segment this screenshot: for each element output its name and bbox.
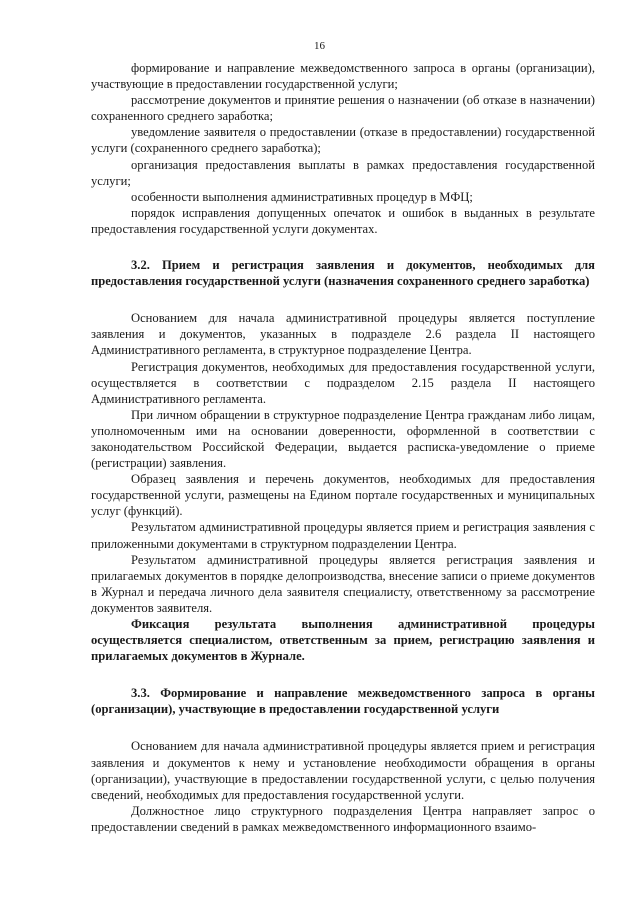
paragraph: При личном обращении в структурное подразделение Центра гражданам либо лицам, уполномоченным ими на основании доверенности, оформленной в соответствии с законодательством Российской Федерации, выдается расписка-уведомление о приеме (регистрации) заявления. bbox=[91, 407, 595, 471]
page-content bbox=[91, 60, 595, 835]
paragraph: Основанием для начала административной процедуры является поступление заявления и документов, указанных в подразделе 2.6 раздела II настоящего Административного регламента, в структурное подразделение Центра. bbox=[91, 311, 595, 358]
list-item: организация предоставления выплаты в рамках предоставления государственной услуги; bbox=[91, 157, 595, 188]
paragraph: Фиксация результата выполнения административной процедуры осуществляется специалистом, ответственным за прием, регистрацию заявления и прилагаемых документов в Журнале. bbox=[91, 617, 595, 664]
procedure-list bbox=[91, 60, 595, 237]
paragraph: Результатом административной процедуры является регистрация заявления и прилагаемых документов в порядке делопроизводства, внесение записи о приеме документов в Журнал и передача личного дела заявителя специалисту, ответственному за рассмотрение документов заявителя. bbox=[91, 552, 595, 615]
paragraph: Основанием для начала административной процедуры является прием и регистрация заявления и документов к нему и установление необходимости обращения в органы (организации), участвующие в предоставлении государственной услуги, с целью получения сведений, необходимых для предоставления государственной услуги. bbox=[91, 739, 595, 802]
list-item: порядок исправления допущенных опечаток и ошибок в выданных в результате предоставления государственной услуги документах. bbox=[91, 205, 595, 236]
paragraph: Должностное лицо структурного подразделения Центра направляет запрос о предоставлении сведений в рамках межведомственного информационного взаимо- bbox=[91, 803, 595, 834]
list-item: формирование и направление межведомственного запроса в органы (организации), участвующие в предоставлении государственной услуги; bbox=[91, 61, 595, 92]
section-body-3-2 bbox=[91, 310, 595, 664]
list-item: особенности выполнения административных процедур в МФЦ; bbox=[131, 189, 473, 204]
paragraph: Образец заявления и перечень документов, необходимых для предоставления государственной услуги, размещены на Едином портале государственных и муниципальных услуг (функций). bbox=[91, 472, 595, 519]
section-heading-3-3: 3.3. Формирование и направление межведомственного запроса в органы (организации), участвующие в предоставлении государственной услуги bbox=[91, 686, 595, 717]
paragraph: Результатом административной процедуры является прием и регистрация заявления с приложенными документами в структурном подразделении Центра. bbox=[91, 520, 595, 551]
list-item: рассмотрение документов и принятие решения о назначении (об отказе в назначении) сохраненного среднего заработка; bbox=[91, 93, 595, 124]
section-heading-3-2: 3.2. Прием и регистрация заявления и документов, необходимых для предоставления государственной услуги (назначения сохраненного среднего заработка) bbox=[91, 258, 595, 289]
page-number: 16 bbox=[314, 40, 325, 52]
paragraph: Регистрация документов, необходимых для предоставления государственной услуги, осуществляется в соответствии с подразделом 2.15 раздела II настоящего Административного регламента. bbox=[91, 359, 595, 406]
list-item: уведомление заявителя о предоставлении (отказе в предоставлении) государственной услуги (сохраненного среднего заработка); bbox=[91, 125, 595, 156]
section-body-3-3 bbox=[91, 738, 595, 835]
